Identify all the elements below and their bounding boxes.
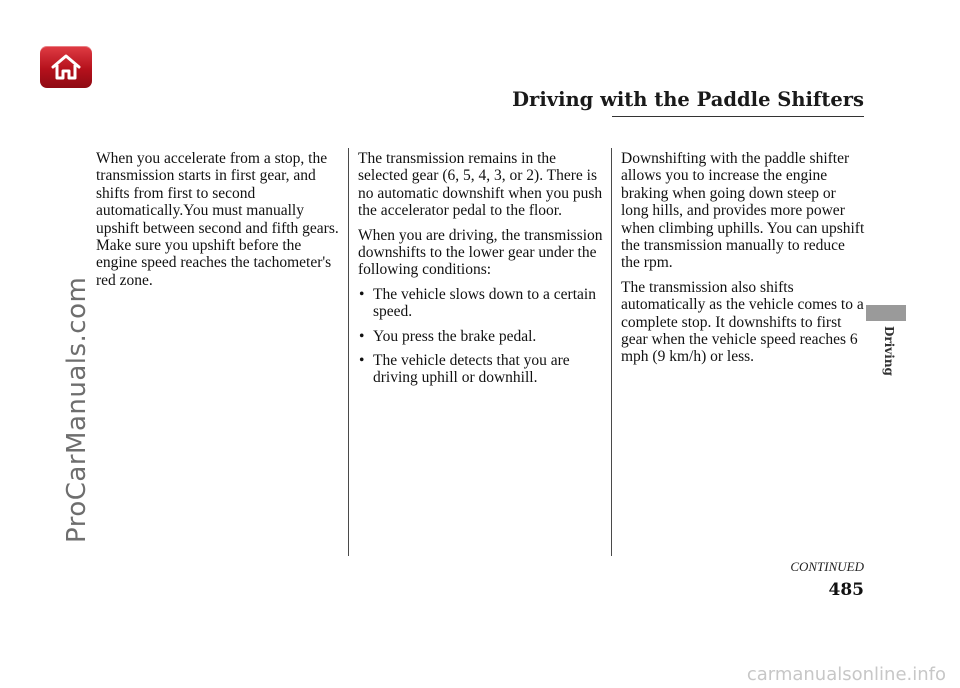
condition-list [358,286,604,387]
chapter-tab[interactable] [866,305,906,321]
page-number: 485 [828,580,864,600]
col3-paragraph-1: Downshifting with the paddle shifter allows you to increase the engine braking when going down steep or long hills, and provides more power when climbing uphills. You can upshift the transmission manually to reduce the rpm. [621,150,865,272]
bullet-icon: • [359,327,365,345]
list-item [358,352,604,387]
list-item-text: You press the brake pedal. [373,327,537,345]
col3-paragraph-2: The transmission also shifts automatically as the vehicle comes to a complete stop. It downshifts to first gear when the vehicle speed reaches 6 mph (9 km/h) or less. [621,278,864,366]
column-2 [358,150,604,394]
watermark-vertical: ProCarManuals.com [62,276,92,544]
column-1 [96,150,342,296]
title-underline [612,116,864,117]
footer-watermark: carmanualsonline.info [746,664,946,685]
section-title: Driving with the Paddle Shifters [512,88,864,111]
home-button[interactable] [40,46,92,88]
list-item [358,286,604,321]
home-icon [50,53,82,81]
continued-label: CONTINUED [790,559,864,574]
list-item-text: The vehicle slows down to a certain speed. [373,285,596,321]
col1-paragraph-1: When you accelerate from a stop, the transmission starts in first gear, and shifts from first to second automatically.You must manually upshift between second and fifth gears. Make sure you upshift before the engine speed reaches the tachometer's red zone. [96,150,339,289]
list-item [358,328,604,345]
column-3 [621,150,867,373]
list-item-text: The vehicle detects that you are driving uphill or downhill. [373,352,570,387]
col2-paragraph-1: The transmission remains in the selected gear (6, 5, 4, 3, or 2). There is no automatic downshift when you push the accelerator pedal to the floor. [358,150,603,220]
col2-paragraph-2: When you are driving, the transmission downshifts to the lower gear under the following conditions: [358,226,603,279]
column-divider-2 [611,148,612,556]
bullet-icon: • [359,285,365,303]
bullet-icon: • [359,352,365,370]
chapter-tab-label: Driving [882,326,896,376]
column-divider-1 [348,148,349,556]
